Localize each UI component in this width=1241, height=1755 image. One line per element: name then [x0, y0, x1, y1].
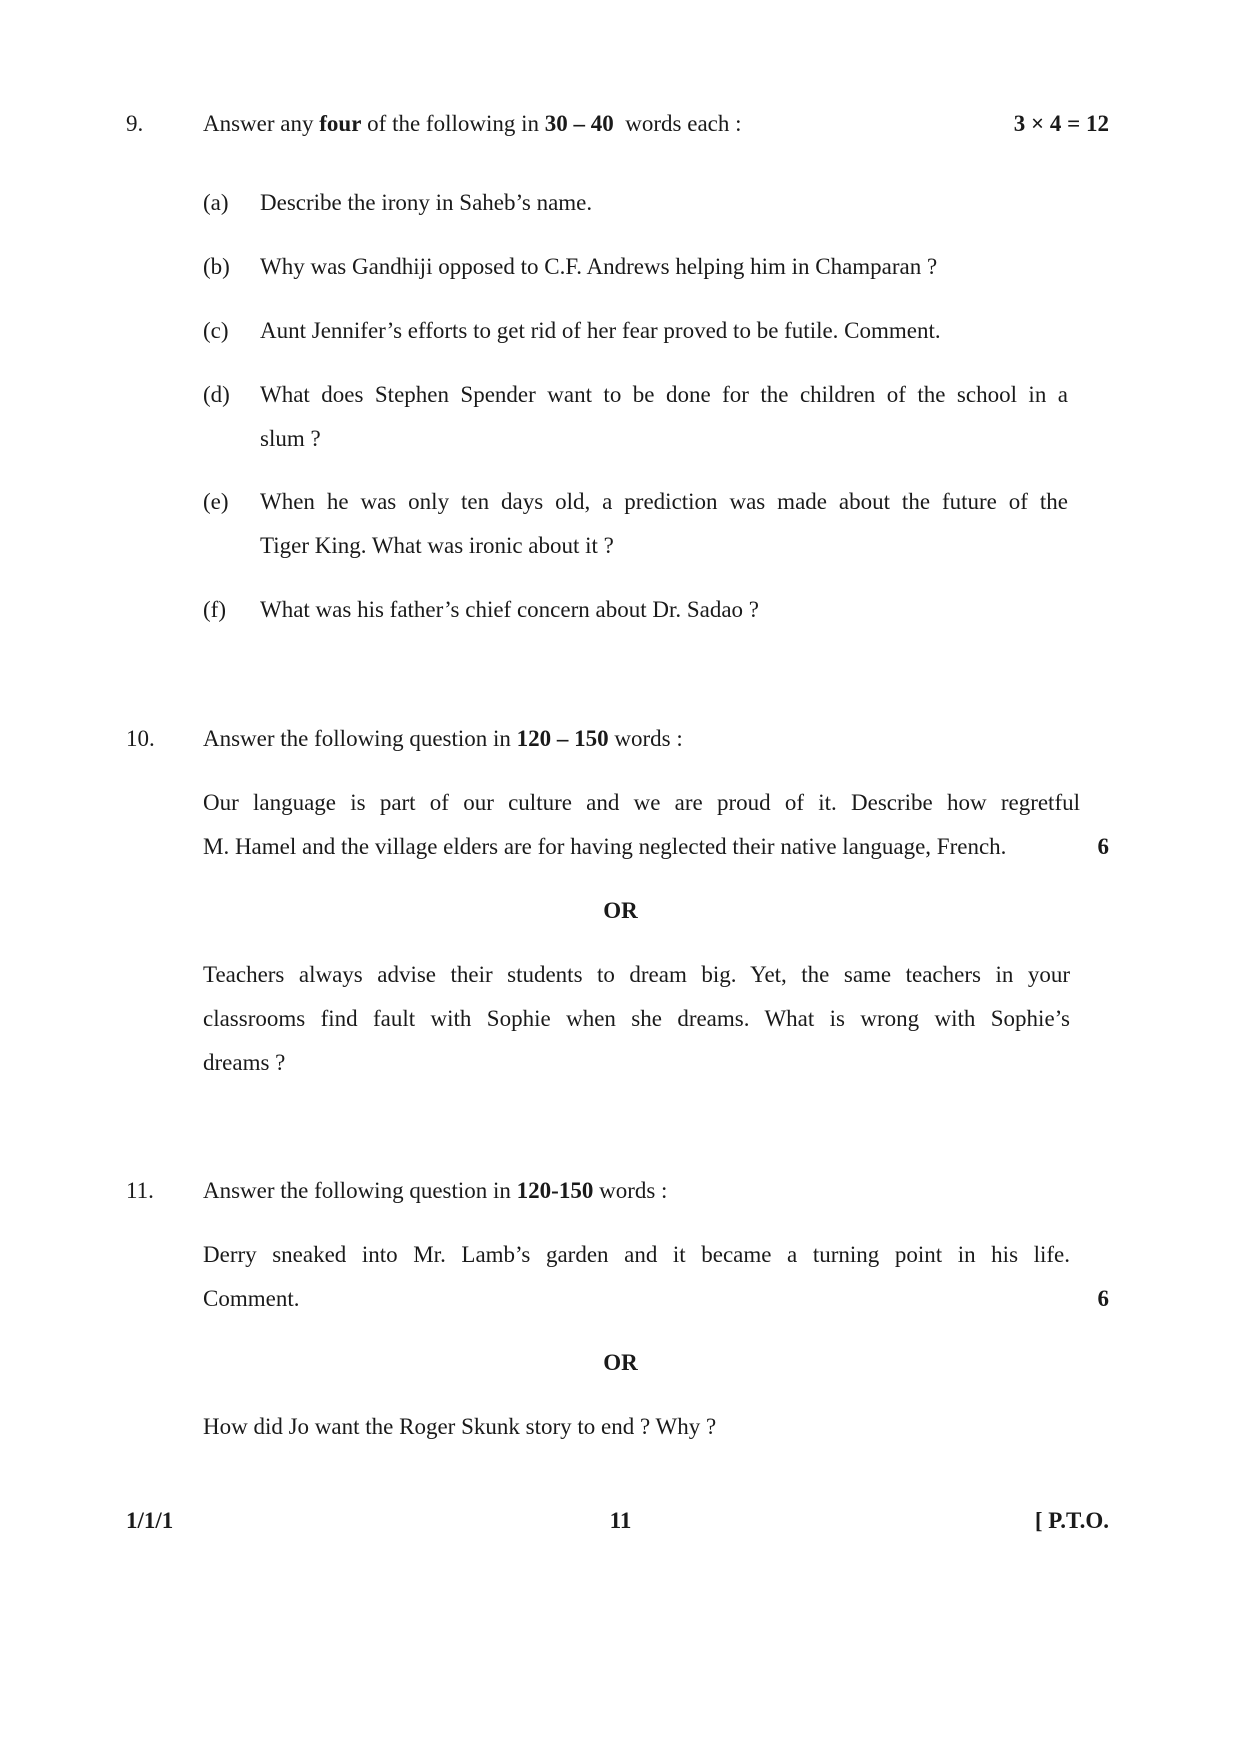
- q10-stem-after: words :: [608, 726, 683, 751]
- q10-stem-before: Answer the following question in: [203, 726, 517, 751]
- q9-item-d-line2: slum ?: [260, 426, 321, 451]
- q9-stem-before: Answer any: [203, 111, 320, 136]
- q9-item-e-label: (e): [203, 489, 229, 514]
- q9-stem-bold1: four: [319, 111, 362, 136]
- q9-marks: 3 × 4 = 12: [1013, 111, 1109, 136]
- q9-stem: [203, 111, 742, 137]
- q9-item-c-text: Aunt Jennifer’s efforts to get rid of her fear proved to be futile. Comment.: [260, 318, 941, 343]
- q9-item-e-line2: Tiger King. What was ironic about it ?: [260, 533, 614, 558]
- q9-item-d-label: (d): [203, 382, 230, 407]
- q10-para1-line1: Our language is part of our culture and we are proud of it. Describe how regretful: [203, 790, 1080, 815]
- q10-stem: [203, 726, 683, 752]
- q11-para1-line1: Derry sneaked into Mr. Lamb’s garden and it became a turning point in his life.: [203, 1242, 1070, 1267]
- q11-number: 11.: [126, 1178, 154, 1203]
- q11-para2-line1: How did Jo want the Roger Skunk story to end ? Why ?: [203, 1414, 717, 1439]
- q9-item-f-text: What was his father’s chief concern about Dr. Sadao ?: [260, 597, 760, 622]
- footer-code: 1/1/1: [126, 1508, 174, 1533]
- q10-para2-line2: classrooms find fault with Sophie when she dreams. What is wrong with Sophie’s: [203, 1006, 1070, 1031]
- q11-marks: 6: [1097, 1286, 1109, 1311]
- q9-item-a-text: Describe the irony in Saheb’s name.: [260, 190, 593, 215]
- q9-item-c-label: (c): [203, 318, 229, 343]
- q9-stem-after: words each :: [613, 111, 742, 136]
- q10-para1-line2: M. Hamel and the village elders are for having neglected their native language, French.: [203, 834, 1007, 859]
- q10-marks: 6: [1097, 834, 1109, 859]
- q11-or: OR: [603, 1350, 638, 1375]
- q11-stem-bold: 120-150: [516, 1178, 594, 1203]
- q9-item-e-line1: When he was only ten days old, a prediction was made about the future of the: [260, 489, 1068, 514]
- q11-stem: [203, 1178, 667, 1204]
- q9-stem-mid: of the following in: [361, 111, 545, 136]
- q10-para2-line1: Teachers always advise their students to dream big. Yet, the same teachers in your: [203, 962, 1070, 987]
- q9-number: 9.: [126, 111, 144, 136]
- q9-stem-bold2: 30 – 40: [544, 111, 614, 136]
- footer-pto: [ P.T.O.: [1034, 1508, 1109, 1533]
- footer-page-number: 11: [609, 1508, 632, 1533]
- q11-stem-before: Answer the following question in: [203, 1178, 517, 1203]
- q11-stem-after: words :: [593, 1178, 668, 1203]
- q10-number: 10.: [126, 726, 155, 751]
- q10-or: OR: [603, 898, 638, 923]
- q9-item-d-line1: What does Stephen Spender want to be done for the children of the school in a: [260, 382, 1068, 407]
- q11-para1-line2: Comment.: [203, 1286, 300, 1311]
- q10-para2-line3: dreams ?: [203, 1050, 286, 1075]
- q9-item-a-label: (a): [203, 190, 229, 215]
- q9-item-b-label: (b): [203, 254, 230, 279]
- q9-item-b-text: Why was Gandhiji opposed to C.F. Andrews helping him in Champaran ?: [260, 254, 938, 279]
- q9-item-f-label: (f): [203, 597, 226, 622]
- q10-stem-bold: 120 – 150: [516, 726, 609, 751]
